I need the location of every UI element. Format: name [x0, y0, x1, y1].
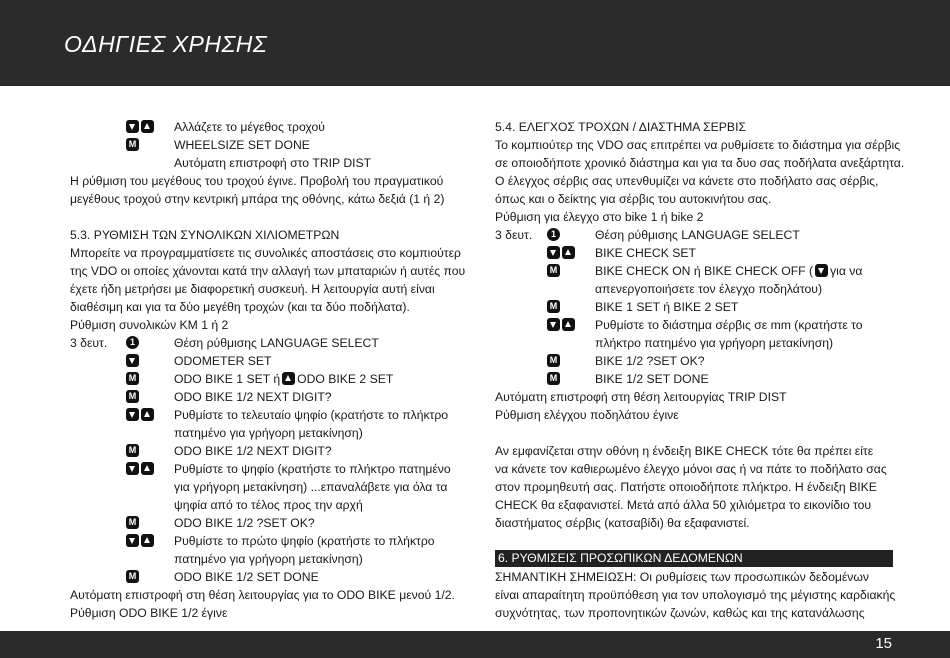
step-duration: 3 δευτ. [70, 336, 108, 350]
mode-button-icon [126, 516, 141, 530]
step-row: Ρυθμίστε το πρώτο ψηφίο (κρατήστε το πλήκτρο πατημένο για γρήγορη μετακίνηση) [70, 532, 465, 568]
step-row: M BIKE 1/2 SET DONE [495, 370, 893, 388]
step-row: M ODO BIKE 1/2 NEXT DIGIT? [70, 388, 465, 406]
step-row: 3 δευτ. 1 Θέση ρύθμισης LANGUAGE SELECT [70, 334, 465, 352]
mode-button-icon [547, 354, 562, 368]
paragraph-line: Ρύθμιση για έλεγχο στο bike 1 ή bike 2 [495, 210, 704, 224]
step-duration: 3 δευτ. [495, 228, 533, 242]
right-column [495, 118, 905, 622]
paragraph-line: ΣΗΜΑΝΤΙΚΗ ΣΗΜΕΙΩΣΗ: Οι ρυθμίσεις των προσωπικών δεδομένων [495, 570, 870, 584]
section-heading: 5.4. ΕΛΕΓΧΟΣ ΤΡΟΧΩΝ / ΔΙΑΣΤΗΜΑ ΣΕΡΒΙΣ [495, 120, 746, 134]
paragraph-line: της VDO οι οποίες χάνονται κατά την αλλαγή των μπαταριών ή αυτές που [70, 264, 466, 278]
step-row: M BIKE 1 SET ή BIKE 2 SET [495, 298, 893, 316]
paragraph-line: έχετε ήδη μετρήσει με διαφορετική συσκευή. Η λειτουργία αυτή είναι [70, 282, 435, 296]
paragraph-line: Το κομπιούτερ της VDO σας επιτρέπει να ρυθμίσετε το διάστημα για σέρβις [495, 138, 901, 152]
mode-button-icon [126, 390, 141, 404]
down-button-icon [126, 354, 141, 368]
paragraph-line: Αν εμφανίζεται στην οθόνη η ένδειξη BIKE CHECK τότε θα πρέπει είτε [495, 444, 874, 458]
down-up-buttons-icon [547, 318, 577, 332]
mode-button-icon [126, 372, 141, 386]
footer-bar [0, 631, 950, 658]
step-row: M BIKE 1/2 ?SET OK? [495, 352, 893, 370]
mode-button-icon [126, 570, 141, 584]
step-row: M ODO BIKE 1/2 NEXT DIGIT? [70, 442, 465, 460]
step-row: 3 δευτ. 1 Θέση ρύθμισης LANGUAGE SELECT [495, 226, 893, 244]
paragraph-line: διαθέσιμη και για τα δύο μεγέθη τροχών (και τα δύο ποδήλατα). [70, 300, 410, 314]
mode-button-icon [547, 372, 562, 386]
paragraph-line: Μπορείτε να προγραμματίσετε τις συνολικές αποστάσεις στο κομπιούτερ [70, 246, 461, 260]
paragraph-line: σε οποιοδήποτε χρονικό διάστημα και για τα δυο σας ποδήλατα ανεξάρτητα. [495, 156, 905, 170]
page-title: ΟΔΗΓΙΕΣ ΧΡΗΣΗΣ [64, 31, 268, 57]
paragraph-line: όπως και ο δείκτης για σέρβις του αυτοκινήτου σας. [495, 192, 772, 206]
paragraph-line: στον προμηθευτή σας. Πατήστε οποιοδήποτε πλήκτρο. Η ένδειξη BIKE [495, 480, 877, 494]
paragraph-line: Ο έλεγχος σέρβις σας υπενθυμίζει να κάνετε στο ποδήλατο σας σέρβις, [495, 174, 879, 188]
paragraph-line: είναι απαραίτητη προϋπόθεση για τον υπολογισμό της μέγιστης καρδιακής [495, 588, 896, 602]
up-button-icon [282, 372, 295, 385]
paragraph-line: συχνότητας, των προπονητικών ζωνών, καθώς και της κατανάλωσης [495, 606, 865, 620]
paragraph-line: CHECK θα εξαφανιστεί. Μετά από άλλα 50 χιλιόμετρα το εικονίδιο του [495, 498, 872, 512]
left-column [70, 118, 465, 622]
paragraph-line: μεγέθους τροχού στην κεντρική μπάρα της οθόνης, κάτω δεξιά (1 ή 2) [70, 192, 445, 206]
step-row: Ρυθμίστε το ψηφίο (κρατήστε το πλήκτρο πατημένο για γρήγορη μετακίνηση) ...επαναλάβετε για όλα τα ψηφία από το τέλος προς την αρχή [70, 460, 465, 514]
step-row: Ρυθμίστε το διάστημα σέρβις σε mm (κρατήστε το πλήκτρο πατημένο για γρήγορη μετακίνηση) [495, 316, 893, 352]
button-1-icon [547, 228, 562, 242]
paragraph-line: διαστήματος σέρβις (κατσαβίδι) θα εξαφανιστεί. [495, 516, 750, 530]
step-row: Αυτόματη επιστροφή στο TRIP DIST [174, 156, 372, 170]
down-up-buttons-icon [126, 408, 156, 422]
paragraph-line: Η ρύθμιση του μεγέθους του τροχού έγινε. Προβολή του πραγματικού [70, 174, 444, 188]
step-row: Αλλάζετε το μέγεθος τροχού [70, 118, 465, 136]
down-up-buttons-icon [126, 120, 156, 134]
paragraph-line: Αυτόματη επιστροφή στη θέση λειτουργίας για το ODO BIKE μενού 1/2. [70, 588, 455, 602]
down-up-buttons-icon [126, 534, 156, 548]
header-bar [0, 0, 950, 86]
mode-button-icon [126, 138, 141, 152]
down-up-buttons-icon [547, 246, 577, 260]
paragraph-line: Ρύθμιση ελέγχου ποδηλάτου έγινε [495, 408, 679, 422]
page-number: 15 [875, 635, 892, 652]
section-heading-highlight: 6. ΡΥΘΜΙΣΕΙΣ ΠΡΟΣΩΠΙΚΩΝ ΔΕΔΟΜΕΝΩΝ [495, 550, 893, 567]
step-row: M BIKE CHECK ON ή BIKE CHECK OFF ( για να απενεργοποιήσετε τον έλεγχο ποδηλάτου) [495, 262, 893, 298]
paragraph-line: Ρύθμιση συνολικών ΚΜ 1 ή 2 [70, 318, 229, 332]
step-row: ODOMETER SET [70, 352, 465, 370]
step-row: BIKE CHECK SET [495, 244, 893, 262]
down-button-icon [815, 264, 828, 277]
section-heading: 5.3. ΡΥΘΜΙΣΗ ΤΩΝ ΣΥΝΟΛΙΚΩΝ ΧΙΛΙΟΜΕΤΡΩΝ [70, 228, 340, 242]
button-1-icon [126, 336, 141, 350]
step-row: M WHEELSIZE SET DONE [70, 136, 465, 154]
mode-button-icon [547, 300, 562, 314]
step-row: M ODO BIKE 1/2 SET DONE [70, 568, 465, 586]
step-row: M ODO BIKE 1/2 ?SET OK? [70, 514, 465, 532]
mode-button-icon [547, 264, 562, 278]
down-up-buttons-icon [126, 462, 156, 476]
paragraph-line: να κάνετε τον καθιερωμένο έλεγχο μόνοι σας ή να πάτε το ποδήλατο σας [495, 462, 887, 476]
step-row: M ODO BIKE 1 SET ή ODO BIKE 2 SET [70, 370, 465, 388]
paragraph-line: Ρύθμιση ODO BIKE 1/2 έγινε [70, 606, 228, 620]
mode-button-icon [126, 444, 141, 458]
paragraph-line: Αυτόματη επιστροφή στη θέση λειτουργίας TRIP DIST [495, 390, 787, 404]
step-row: Ρυθμίστε το τελευταίο ψηφίο (κρατήστε το πλήκτρο πατημένο για γρήγορη μετακίνηση) [70, 406, 465, 442]
